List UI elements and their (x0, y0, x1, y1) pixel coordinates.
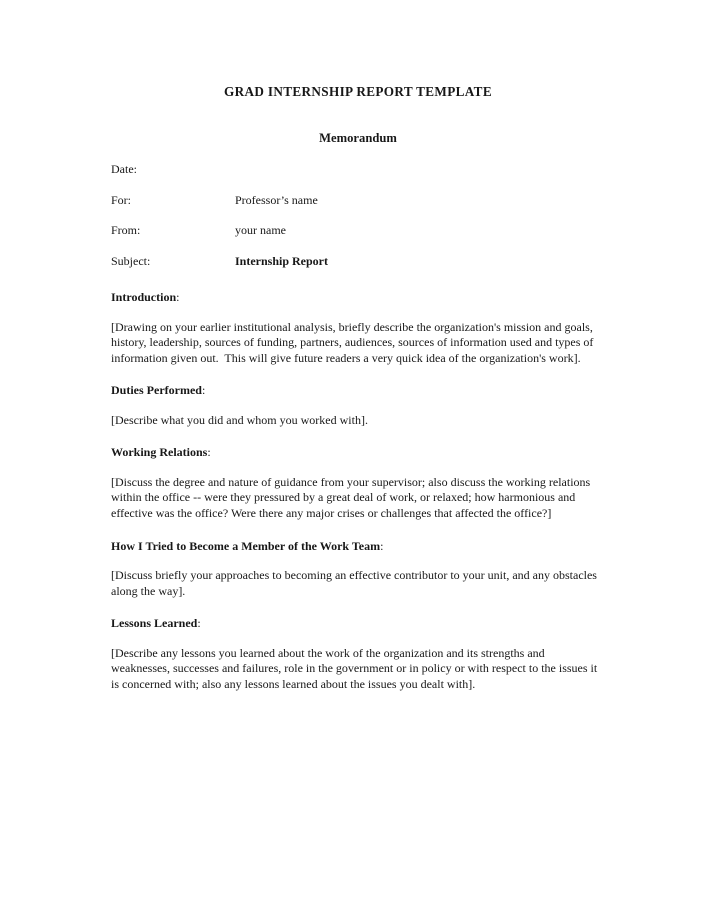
memo-label-subject: Subject: (111, 253, 151, 268)
section-heading-text: Introduction (111, 290, 177, 304)
memo-row-subject (111, 254, 605, 285)
document-content (111, 84, 605, 710)
memo-value-subject: Internship Report (235, 253, 329, 268)
memo-label-for: For: (111, 192, 132, 207)
section-work-team (111, 539, 605, 600)
section-heading-text: Lessons Learned (111, 616, 198, 631)
section-heading-colon: : (380, 538, 384, 553)
page-title: GRAD INTERNSHIP REPORT TEMPLATE (224, 84, 492, 99)
section-heading-colon: : (197, 616, 201, 631)
memo-row-from (111, 223, 605, 254)
section-working-relations (111, 445, 605, 521)
section-heading-introduction (111, 290, 605, 306)
section-heading-colon: : (176, 290, 180, 304)
section-heading-colon: : (201, 383, 206, 398)
section-heading-text: Duties Performed (111, 383, 202, 398)
section-body-introduction: [Drawing on your earlier institutional analysis, briefly describe the organization's mission and goals, history, leadership, sources of funding, partners, audiences, sources of information used and types of information given out. This will give future readers a very quick idea of the organization's work]. (111, 319, 597, 365)
section-lessons-learned (111, 616, 605, 692)
memo-value-from: your name (235, 223, 286, 237)
section-body-work-team: [Discuss briefly your approaches to becoming an effective contributor to your unit, and any obstacles along the way]. (111, 568, 600, 598)
memo-value-for: Professor’s name (235, 192, 318, 207)
memo-value-date (235, 162, 605, 193)
section-heading-working-relations (111, 445, 605, 461)
memo-label-from: From: (111, 223, 141, 237)
memo-header-body (111, 162, 605, 284)
memo-row-date (111, 162, 605, 193)
memo-row-for (111, 193, 605, 224)
section-heading-duties-performed (111, 383, 605, 399)
section-heading-lessons-learned (111, 616, 605, 632)
section-heading-colon: : (207, 445, 211, 460)
section-heading-text: Working Relations (111, 445, 208, 460)
memorandum-heading: Memorandum (319, 131, 397, 145)
section-body-working-relations: [Discuss the degree and nature of guidance from your supervisor; also discuss the working relations within the office -- were they pressured by a great deal of work, or relaxed; how harmonious and effective was the office? Were there any major crises or challenges that affected the office?] (111, 474, 594, 521)
memo-label-date: Date: (111, 162, 137, 176)
section-body-lessons-learned: [Describe any lessons you learned about the work of the organization and its strengths and weaknesses, successes and failures, role in the government or in policy or with respect to the issues it is concerned with; also any lessons learned about the issues you dealt with]. (111, 645, 601, 692)
section-heading-text: How I Tried to Become a Member of the Work Team (111, 538, 381, 553)
section-heading-work-team (111, 539, 605, 555)
section-introduction (111, 290, 605, 366)
section-duties-performed (111, 383, 605, 428)
section-body-duties-performed: [Describe what you did and whom you worked with]. (111, 412, 368, 427)
memo-header-table (111, 162, 605, 284)
